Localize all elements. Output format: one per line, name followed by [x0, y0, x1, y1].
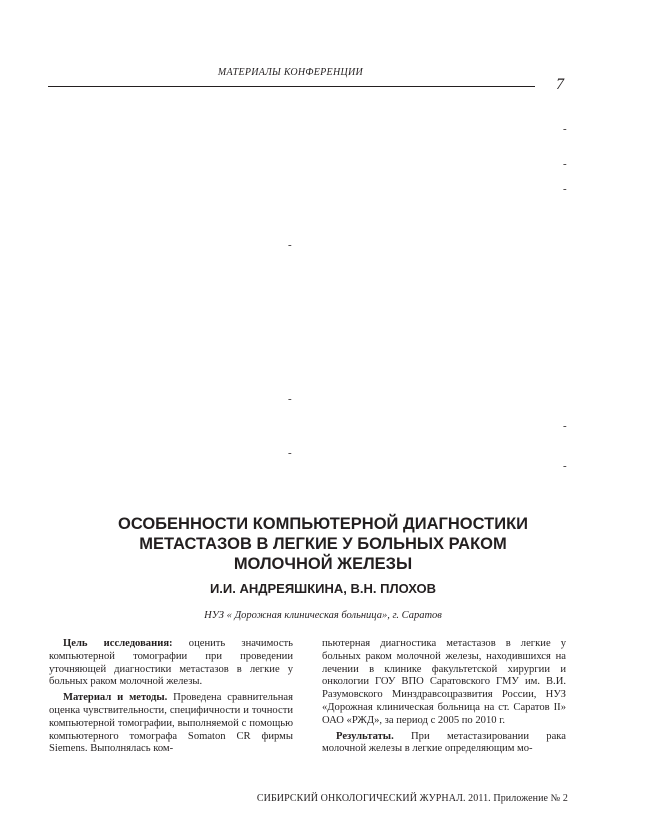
continued-paragraph: пьютерная диагностика метастазов в легкие у больных раком молочной железы, находившихся на лечении в клинике факультетской хирургии и онкологии ГОУ ВПО Саратовского ГМУ им. В.И. Разумовского Минздравсоцразвития России, НУЗ «Дорожная клиническая больница на ст. Саратов II» ОАО «РЖД», за период с 2005 по 2010 г.: [322, 638, 566, 726]
title-line: ОСОБЕННОСТИ КОМПЬЮТЕРНОЙ ДИАГНОСТИКИ: [118, 515, 528, 533]
running-head: МАТЕРИАЛЫ КОНФЕРЕНЦИИ: [217, 67, 364, 78]
aim-text: оценить значимость компьютерной томографии при проведении уточняющей диагностики метастазов в легкие у больных раком молочной железы.: [49, 638, 293, 688]
page-number: 7: [556, 76, 564, 93]
stray-mark: -: [563, 460, 567, 472]
stray-mark: -: [563, 420, 567, 432]
header-rule: [48, 86, 535, 87]
results-label: Результаты.: [336, 730, 394, 742]
methods-paragraph: [49, 692, 293, 756]
aim-label: Цель исследования:: [63, 638, 173, 649]
journal-footer: СИБИРСКИЙ ОНКОЛОГИЧЕСКИЙ ЖУРНАЛ. 2011. Приложение № 2: [256, 793, 568, 804]
aim-paragraph: [49, 638, 293, 689]
right-column: [322, 638, 566, 756]
article-authors: И.И. АНДРЕЯШКИНА, В.Н. ПЛОХОВ: [209, 581, 437, 596]
left-column: [49, 638, 293, 756]
stray-mark: -: [288, 239, 292, 251]
stray-mark: -: [563, 123, 567, 135]
stray-mark: -: [563, 158, 567, 170]
article-title: [60, 514, 586, 574]
title-line: МОЛОЧНОЙ ЖЕЛЕЗЫ: [233, 555, 413, 573]
article-affiliation: НУЗ « Дорожная клиническая больница», г. Саратов: [204, 610, 442, 621]
results-text: При метастазировании рака молочной железы в легкие определяющим мо-: [322, 730, 566, 755]
stray-mark: -: [563, 183, 567, 195]
title-line: МЕТАСТАЗОВ В ЛЕГКИЕ У БОЛЬНЫХ РАКОМ: [139, 535, 507, 553]
stray-mark: -: [288, 447, 292, 459]
methods-label: Материал и методы.: [63, 692, 168, 704]
methods-text: Проведена сравнительная оценка чувствительности, специфичности и точности компьютерной томографии, выполняемой с помощью компьютерного томографа Somaton CR фирмы Siemens. Выполнялась ком-: [49, 692, 293, 755]
stray-mark: -: [288, 393, 292, 405]
results-paragraph: [322, 731, 566, 757]
